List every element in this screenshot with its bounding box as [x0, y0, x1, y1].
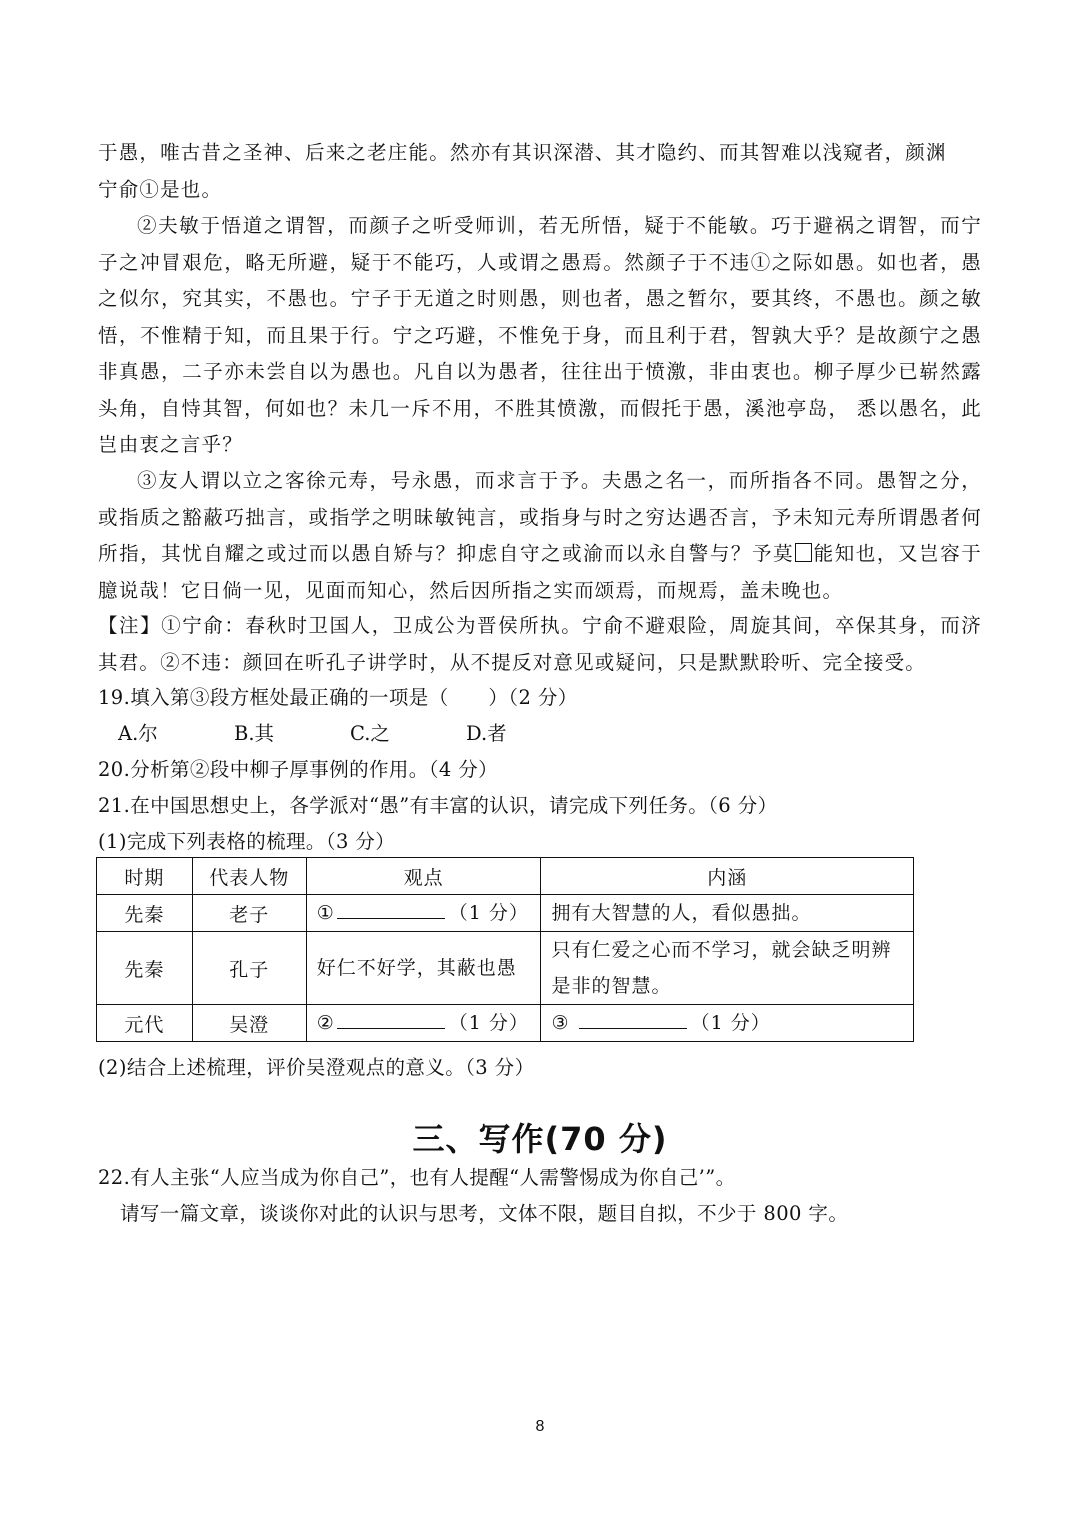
question-21: 21.在中国思想史上，各学派对“愚”有丰富的认识，请完成下列任务。（6 分） — [98, 794, 778, 817]
section-title: 三、写作(70 分) — [412, 1120, 668, 1158]
table-row — [97, 932, 914, 1005]
passage-paragraph-2: ②夫敏于悟道之谓智，而颜子之听受师训，若无所悟，疑于不能敏。巧于避祸之谓智，而宁子之冲冒艰危，略无所避，疑于不能巧，人或谓之愚焉。然颜子于不违①之际如愚。如也者，愚之似尔，究其实，不愚也。宁子于无道之时则愚，则也者，愚之暂尔，要其终，不愚也。颜之敏悟，不惟精于知，而且果于行。宁之巧避，不惟免于身，而且利于君，智孰大乎？是故颜宁之愚非真愚，二子亦未尝自以为愚也。凡自以为愚者，往往出于愤激，非由衷也。柳子厚少已崭然露头角，自恃其智，何如也？未几一斥不用，不胜其愤激，而假托于愚，溪池亭岛， 悉以愚名，此岂由衷之言乎？ — [98, 214, 982, 456]
answer-blank — [579, 1010, 687, 1029]
blank-score: （1 分） — [448, 902, 529, 924]
header-period: 时期 — [97, 858, 193, 895]
p3-before-box: ③友人谓以立之客徐元寿，号永愚，而求言于予。夫愚之名一，而所指各不同。愚智之分，或指质之豁蔽巧拙言，或指学之明昧敏钝言，或指身与时之穷达遇否言，予未知元寿所谓愚者何所指，其忧自耀之或过而以愚自矫与？抑虑自守之或渝而以永自警与？予莫 — [98, 469, 982, 565]
cell-person: 吴澄 — [192, 1005, 306, 1042]
passage-paragraph-3 — [98, 463, 982, 609]
table-row — [97, 895, 914, 932]
cell-meaning — [541, 1005, 914, 1042]
cell-person: 孔子 — [192, 932, 306, 1005]
page-number: 8 — [535, 1418, 545, 1435]
cell-view — [306, 895, 541, 932]
summary-table — [96, 857, 914, 1042]
question-22: 22.有人主张“人应当成为你自己”，也有人提醒“人需警惕成为你自己’”。 — [98, 1166, 736, 1189]
answer-blank — [337, 900, 445, 919]
annotation-note: 【注】①宁俞：春秋时卫国人，卫成公为晋侯所执。宁俞不避艰险，周旋其间，卒保其身，而济其君。②不违：颜回在听孔子讲学时，从不提反对意见或疑问，只是默默聆听、完全接受。 — [98, 614, 982, 674]
question-21-1: (1)完成下列表格的梳理。（3 分） — [98, 830, 396, 853]
question-20: 20.分析第②段中柳子厚事例的作用。（4 分） — [98, 758, 499, 781]
cell-view: 好仁不好学，其蔽也愚 — [306, 932, 541, 1005]
cell-period: 先秦 — [97, 932, 193, 1005]
cell-period: 先秦 — [97, 895, 193, 932]
cell-view — [306, 1005, 541, 1042]
p3-after-box: 能知也，又岂容于臆说哉！它日倘一见，见面而知心，然后因所指之实而颂焉，而规焉，盖未晚也。 — [98, 542, 982, 602]
blank-mark: ③ — [551, 1012, 570, 1034]
cell-period: 元代 — [97, 1005, 193, 1042]
option-d: D.者 — [466, 722, 507, 745]
option-c: C.之 — [350, 722, 390, 745]
blank-mark: ① — [316, 902, 335, 924]
blank-score: （1 分） — [690, 1012, 771, 1034]
option-b: B.其 — [234, 722, 275, 745]
passage-paragraph-1 — [98, 135, 982, 208]
passage-p1-line2: 宁俞①是也。 — [98, 177, 223, 201]
question-21-2: (2)结合上述梳理，评价吴澄观点的意义。（3 分） — [98, 1056, 535, 1079]
header-meaning: 内涵 — [541, 858, 914, 895]
blank-score: （1 分） — [448, 1012, 529, 1034]
header-view: 观点 — [306, 858, 541, 895]
passage-p1-line1: 于愚，唯古昔之圣神、后来之老庄能。然亦有其识深潜、其才隐约、而其智难以浅窥者，颜渊 — [98, 141, 947, 164]
answer-box — [795, 543, 812, 562]
answer-blank — [337, 1010, 445, 1029]
question-19: 19.填入第③段方框处最正确的一项是（ ）（2 分） — [98, 686, 578, 709]
table-row — [97, 1005, 914, 1042]
option-a: A.尔 — [118, 722, 158, 745]
cell-meaning: 拥有大智慧的人，看似愚拙。 — [541, 895, 914, 932]
table-header-row — [97, 858, 914, 895]
header-person: 代表人物 — [192, 858, 306, 895]
cell-person: 老子 — [192, 895, 306, 932]
cell-meaning: 只有仁爱之心而不学习，就会缺乏明辨是非的智慧。 — [541, 932, 914, 1005]
question-22-prompt: 请写一篇文章，谈谈你对此的认识与思考，文体不限，题目自拟，不少于 800 字。 — [120, 1202, 849, 1225]
question-19-options — [118, 716, 582, 752]
blank-mark: ② — [316, 1012, 335, 1034]
